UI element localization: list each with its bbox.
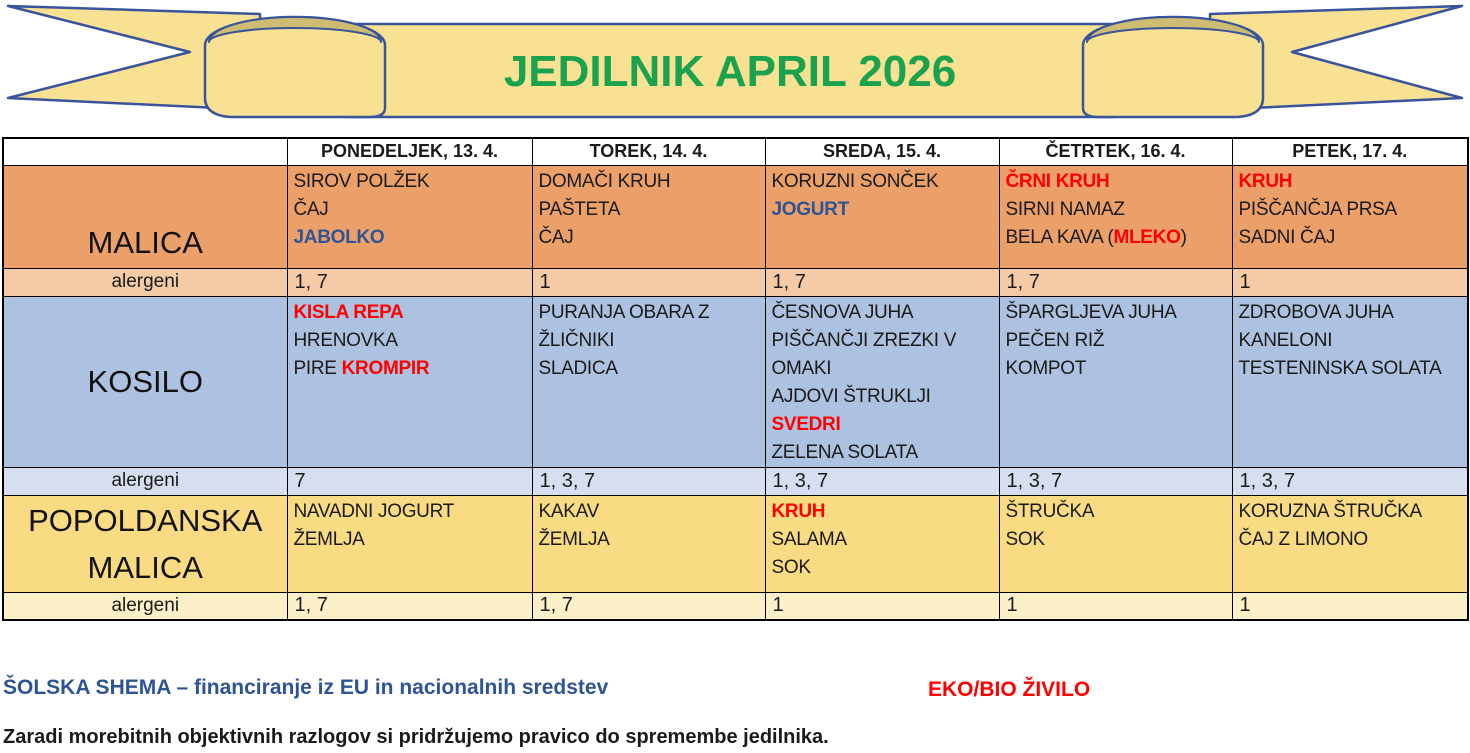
menu-item-line (294, 224, 526, 252)
menu-item-text: PEČEN RIŽ (1005, 329, 1105, 351)
menu-item-line (539, 168, 759, 196)
popoldanska-malica-row (3, 495, 1468, 592)
allergen-value: 1 (1232, 592, 1468, 620)
menu-item-text: SOK (1005, 528, 1045, 550)
menu-item-text: PIŠČANČJA PRSA (1238, 198, 1397, 220)
menu-item-text: MLEKO (1113, 226, 1181, 248)
menu-item-text: ČAJ (538, 226, 574, 248)
menu-item-text: PURANJA OBARA Z (538, 301, 710, 323)
menu-change-note: Zaradi morebitnih objektivnih razlogov si pridržujemo pravico do spremembe jedilnika. (3, 726, 829, 748)
menu-item-line (539, 498, 759, 526)
allergen-value: 1 (999, 592, 1232, 620)
menu-item-text: KAKAV (538, 500, 599, 522)
menu-item-line (294, 498, 526, 526)
menu-item-line (294, 526, 526, 554)
menu-cell-popoldanska-monday (287, 495, 532, 592)
malica-allergen-row (3, 268, 1468, 296)
menu-item-text: NAVADNI JOGURT (293, 500, 454, 522)
menu-item-text: SLADICA (538, 357, 618, 379)
menu-item-line (772, 498, 993, 526)
menu-cell-popoldanska-wednesday (765, 495, 999, 592)
menu-item-line (1239, 327, 1462, 355)
menu-item-text: ČAJ (293, 198, 329, 220)
menu-item-line (772, 439, 993, 467)
menu-item-text: SVEDRI (771, 413, 841, 435)
allergen-value: 1, 7 (287, 268, 532, 296)
allergen-value: 1 (1232, 268, 1468, 296)
menu-item-text: KRUH (771, 500, 826, 522)
menu-cell-malica-thursday (999, 165, 1232, 268)
menu-item-text: SOK (771, 556, 811, 578)
menu-item-text: SALAMA (771, 528, 847, 550)
menu-item-line (294, 299, 526, 327)
menu-item-line (772, 554, 993, 582)
allergen-value: 1, 3, 7 (999, 467, 1232, 495)
menu-item-line (772, 196, 993, 224)
menu-item-line (1239, 299, 1462, 327)
menu-cell-popoldanska-tuesday (532, 495, 765, 592)
allergen-value: 1, 3, 7 (765, 467, 999, 495)
section-label-malica: MALICA (3, 165, 287, 268)
menu-item-line (1239, 196, 1462, 224)
menu-item-line (539, 355, 759, 383)
menu-item-line (539, 526, 759, 554)
kosilo-row (3, 296, 1468, 467)
menu-item-text: PIŠČANČJI ZREZKI V (771, 329, 957, 351)
corner-cell (3, 138, 287, 165)
menu-cell-malica-friday (1232, 165, 1468, 268)
menu-item-text: JOGURT (771, 198, 849, 220)
menu-item-line (1006, 299, 1226, 327)
menu-item-line (294, 355, 526, 383)
menu-cell-kosilo-wednesday (765, 296, 999, 467)
menu-item-text: JABOLKO (293, 226, 385, 248)
menu-cell-malica-monday (287, 165, 532, 268)
menu-item-line (772, 327, 993, 355)
menu-item-line (1006, 498, 1226, 526)
menu-item-text: ZELENA SOLATA (771, 441, 918, 463)
menu-item-line (772, 299, 993, 327)
day-header-friday: PETEK, 17. 4. (1232, 138, 1468, 165)
menu-item-line (1239, 498, 1462, 526)
menu-item-line (772, 411, 993, 439)
allergen-value: 1, 3, 7 (1232, 467, 1468, 495)
allergen-label: alergeni (3, 592, 287, 620)
menu-cell-malica-tuesday (532, 165, 765, 268)
menu-item-line (772, 355, 993, 383)
day-header-row (3, 138, 1468, 165)
menu-item-line (1006, 355, 1226, 383)
menu-cell-kosilo-thursday (999, 296, 1232, 467)
menu-item-text: KORUZNI SONČEK (771, 170, 939, 192)
school-scheme-note: ŠOLSKA SHEMA – financiranje iz EU in nacionalnih sredstev (3, 676, 609, 699)
kosilo-allergen-row (3, 467, 1468, 495)
menu-item-line (1006, 168, 1226, 196)
menu-cell-kosilo-monday (287, 296, 532, 467)
allergen-value: 1, 7 (532, 592, 765, 620)
menu-item-text: KRUH (1238, 170, 1293, 192)
menu-cell-kosilo-tuesday (532, 296, 765, 467)
allergen-value: 7 (287, 467, 532, 495)
menu-item-line (1006, 526, 1226, 554)
menu-item-line (1239, 168, 1462, 196)
popoldanska-allergen-row (3, 592, 1468, 620)
menu-cell-popoldanska-friday (1232, 495, 1468, 592)
menu-item-line (539, 224, 759, 252)
section-label-popoldanska-malica: POPOLDANSKA MALICA (3, 495, 287, 592)
menu-item-text: KOMPOT (1005, 357, 1087, 379)
menu-item-line (1006, 196, 1226, 224)
menu-item-text: KROMPIR (341, 357, 430, 379)
allergen-label: alergeni (3, 268, 287, 296)
menu-item-text: OMAKI (771, 357, 832, 379)
menu-item-text: ŠTRUČKA (1005, 500, 1095, 522)
menu-item-line (1239, 355, 1462, 383)
menu-item-text: DOMAČI KRUH (538, 170, 671, 192)
menu-item-line (294, 168, 526, 196)
menu-table (2, 137, 1469, 621)
allergen-value: 1, 7 (765, 268, 999, 296)
menu-item-line (539, 196, 759, 224)
page-title: JEDILNIK APRIL 2026 (503, 47, 957, 96)
menu-item-line (294, 327, 526, 355)
menu-item-text: AJDOVI ŠTRUKLJI (771, 385, 931, 407)
day-header-monday: PONEDELJEK, 13. 4. (287, 138, 532, 165)
day-header-thursday: ČETRTEK, 16. 4. (999, 138, 1232, 165)
menu-item-text: ČAJ Z LIMONO (1238, 528, 1368, 550)
menu-item-text: PIRE (293, 357, 342, 379)
menu-item-text: KISLA REPA (293, 301, 404, 323)
menu-item-text: SADNI ČAJ (1238, 226, 1336, 248)
menu-item-text: ŽLIČNIKI (538, 329, 615, 351)
menu-item-text: KANELONI (1238, 329, 1333, 351)
menu-item-text: ŽEMLJA (293, 528, 365, 550)
menu-item-line (1006, 224, 1226, 252)
malica-row (3, 165, 1468, 268)
menu-item-text: ) (1180, 226, 1187, 248)
menu-item-text: ČESNOVA JUHA (771, 301, 914, 323)
menu-item-text: ŽEMLJA (538, 528, 610, 550)
menu-item-text: ZDROBOVA JUHA (1238, 301, 1394, 323)
menu-item-text: SIROV POLŽEK (293, 170, 430, 192)
menu-cell-popoldanska-thursday (999, 495, 1232, 592)
allergen-value: 1 (532, 268, 765, 296)
eko-bio-label: EKO/BIO ŽIVILO (928, 678, 1091, 701)
menu-item-text: PAŠTETA (538, 198, 621, 220)
allergen-value: 1 (765, 592, 999, 620)
menu-item-line (772, 526, 993, 554)
menu-item-text: TESTENINSKA SOLATA (1238, 357, 1442, 379)
allergen-value: 1, 3, 7 (532, 467, 765, 495)
menu-item-line (1239, 526, 1462, 554)
menu-item-line (539, 299, 759, 327)
allergen-label: alergeni (3, 467, 287, 495)
menu-cell-kosilo-friday (1232, 296, 1468, 467)
day-header-tuesday: TOREK, 14. 4. (532, 138, 765, 165)
menu-item-text: BELA KAVA ( (1005, 226, 1114, 248)
allergen-value: 1, 7 (287, 592, 532, 620)
section-label-kosilo: KOSILO (3, 296, 287, 467)
allergen-value: 1, 7 (999, 268, 1232, 296)
menu-item-line (1239, 224, 1462, 252)
menu-item-text: SIRNI NAMAZ (1005, 198, 1125, 220)
menu-item-line (539, 327, 759, 355)
menu-item-line (294, 196, 526, 224)
menu-item-text: ČRNI KRUH (1005, 170, 1110, 192)
menu-item-text: HRENOVKA (293, 329, 398, 351)
menu-item-text: KORUZNA ŠTRUČKA (1238, 500, 1422, 522)
menu-item-text: ŠPARGLJEVA JUHA (1005, 301, 1177, 323)
menu-item-line (1006, 327, 1226, 355)
menu-item-line (772, 383, 993, 411)
menu-cell-malica-wednesday (765, 165, 999, 268)
menu-item-line (772, 168, 993, 196)
day-header-wednesday: SREDA, 15. 4. (765, 138, 999, 165)
